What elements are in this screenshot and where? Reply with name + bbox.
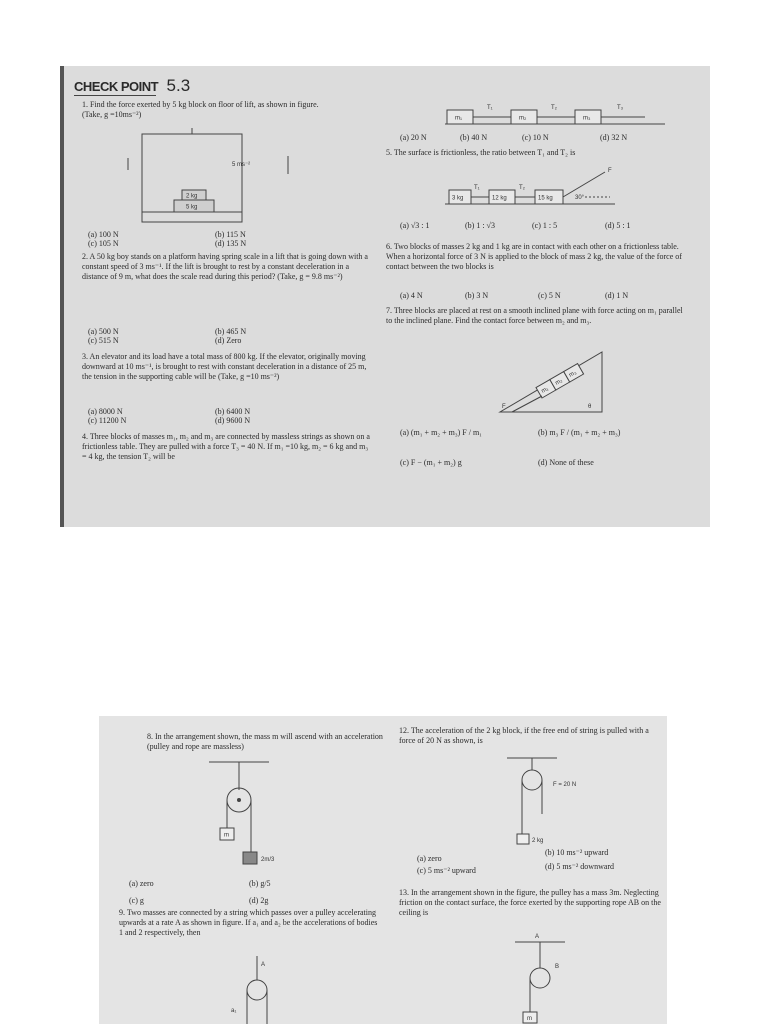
checkpoint-number: 5.3 <box>166 76 191 95</box>
q1-option-a: (a) 100 N <box>88 230 119 239</box>
q12-mass-label: 2 kg <box>532 838 544 844</box>
q13-label-a: A <box>535 934 540 940</box>
q6-option-c: (c) 5 N <box>538 291 561 300</box>
block-3kg-label: 3 kg <box>452 195 464 202</box>
angle-label: 30° <box>575 195 585 201</box>
three-block-figure <box>445 102 695 126</box>
question-9: 9. Two masses are connected by a string which passes over a pulley accelerating upwards at a rate A as shown in figure. If a₁ and a₂ be the accelerations of bodies 1 and 2 respectively, then <box>119 908 378 937</box>
question-1: 1. Find the force exerted by 5 kg block on floor of lift, as shown in figure. (Take, g =10ms⁻²) <box>82 100 319 119</box>
q4-option-a: (a) 20 N <box>400 133 427 142</box>
q2-option-c: (c) 515 N <box>88 336 119 345</box>
q8-option-a: (a) zero <box>129 879 154 888</box>
question-13: 13. In the arrangement shown in the figure, the pulley has a mass 3m. Neglecting friction on the contact surface, the force exerted by the supporting rope AB on the ceiling is <box>399 888 661 917</box>
q7-option-d: (d) None of these <box>538 458 594 467</box>
pulley-figure-q13 <box>515 932 595 1024</box>
q1-option-b: (b) 115 N <box>215 230 246 239</box>
q1-option-d: (d) 135 N <box>215 239 247 248</box>
incline-angle-label: θ <box>588 404 592 410</box>
q12-option-c: (c) 5 ms⁻² upward <box>417 866 476 875</box>
question-2: 2. A 50 kg boy stands on a platform having spring scale in a lift that is going down with a constant speed of 3 ms⁻¹. If the lift is brought to rest by a constant deceleration in a distance of 9 m, what does the scale read during this period? (Take, g = 9.8 ms⁻²) <box>82 252 368 281</box>
q3-option-a: (a) 8000 N <box>88 407 123 416</box>
mass-m-label: m <box>224 832 229 839</box>
q4-option-c: (c) 10 N <box>522 133 549 142</box>
block-m2-label: m₂ <box>519 115 527 122</box>
tension-t2-label: T₂ <box>551 105 557 111</box>
q3-option-b: (b) 6400 N <box>215 407 251 416</box>
incline-force-label: F <box>502 404 506 410</box>
block-m1-label: m₁ <box>455 115 463 122</box>
question-4: 4. Three blocks of masses m₁, m₂ and m₃ are connected by massless strings as shown on a frictionless table. They are pulled with a force T₃ = 40 N. If m₁ =10 kg, m₂ = 6 kg and m₃ = 4 kg, the tension T₂ will be <box>82 432 370 461</box>
q7-option-b: (b) m₃ F / (m₁ + m₂ + m₃) <box>538 428 621 437</box>
page-edge-shadow <box>60 66 64 527</box>
q1-option-c: (c) 105 N <box>88 239 119 248</box>
q2-option-b: (b) 465 N <box>215 327 247 336</box>
q6-option-a: (a) 4 N <box>400 291 423 300</box>
mass-2m3-label: 2m/3 <box>261 857 275 863</box>
q13-mass-label: m <box>527 1016 532 1022</box>
question-12: 12. The acceleration of the 2 kg block, if the free end of string is pulled with a force of 20 N as shown, is <box>399 726 649 745</box>
q12-option-d: (d) 5 ms⁻² downward <box>545 862 615 871</box>
pulley-q12 <box>522 770 542 790</box>
q3-option-c: (c) 11200 N <box>88 416 127 425</box>
q4-option-d: (d) 32 N <box>600 133 628 142</box>
pulley-figure-q8 <box>209 760 299 878</box>
question-3: 3. An elevator and its load have a total mass of 800 kg. If the elevator, originally moving downward at 10 ms⁻¹, is brought to rest with constant deceleration in a distance of 25 m, the tension in the supporting cable will be (Take, g =10 ms⁻²) <box>82 352 367 381</box>
mass-2m3-block <box>243 852 257 864</box>
force-f-label: F <box>608 168 612 174</box>
accel-label: 5 ms⁻² <box>232 162 251 168</box>
q6-option-d: (d) 1 N <box>605 291 629 300</box>
incline-force-arrow <box>512 396 542 412</box>
lift-figure <box>120 128 270 224</box>
block-15kg-label: 15 kg <box>538 195 553 202</box>
q12-mass-block <box>517 834 529 844</box>
q5-option-a: (a) √3 : 1 <box>400 221 430 230</box>
q13-label-b: B <box>555 964 560 970</box>
inclined-pull-figure <box>445 166 635 208</box>
checkpoint-heading <box>74 76 190 96</box>
q12-option-b: (b) 10 ms⁻² upward <box>545 848 609 857</box>
heading-underline <box>74 95 156 96</box>
q12-force-label: F = 20 N <box>553 782 577 788</box>
textbook-page-photo-2 <box>99 716 667 1024</box>
q2-option-d: (d) Zero <box>215 336 242 345</box>
q9-label-a: A <box>261 962 266 968</box>
q5-option-b: (b) 1 : √3 <box>465 221 495 230</box>
force-arrow <box>563 172 605 197</box>
block-top-label: 2 kg <box>186 193 198 200</box>
question-5: 5. The surface is frictionless, the ratio between T₁ and T₂ is <box>386 148 576 157</box>
pulley-q9 <box>247 980 267 1000</box>
incline-figure <box>490 350 610 416</box>
q7-option-c: (c) F − (m₁ + m₂) g <box>400 458 462 467</box>
tension-t3-label: T₃ <box>617 105 624 111</box>
q5-option-c: (c) 1 : 5 <box>532 221 558 230</box>
q5-option-d: (d) 5 : 1 <box>605 221 631 230</box>
pulley-figure-q12 <box>507 756 627 846</box>
tension-t1-label: T₁ <box>487 105 493 111</box>
textbook-page-photo-1 <box>60 66 710 527</box>
checkpoint-label: CHECK POINT <box>74 79 159 94</box>
q9-accel-label: a₁ <box>231 1008 237 1014</box>
q5-tension-t2: T₂ <box>519 185 525 191</box>
incline-block-m1-label: m₁ <box>540 386 550 395</box>
q8-option-b: (b) g/5 <box>249 879 271 888</box>
q4-option-b: (b) 40 N <box>460 133 488 142</box>
q8-option-d: (d) 2g <box>249 896 269 905</box>
block-bottom-label: 5 kg <box>186 204 198 211</box>
pulley-q13 <box>530 968 550 988</box>
q2-option-a: (a) 500 N <box>88 327 119 336</box>
q5-tension-t1: T₁ <box>474 185 480 191</box>
q12-option-a: (a) zero <box>417 854 442 863</box>
question-8: 8. In the arrangement shown, the mass m will ascend with an acceleration (pulley and rope are massless) <box>147 732 383 751</box>
block-m3-label: m₃ <box>583 115 591 122</box>
q3-option-d: (d) 9600 N <box>215 416 251 425</box>
question-7: 7. Three blocks are placed at rest on a smooth inclined plane with force acting on m₁ parallel to the inclined plane. Find the contact force between m₂ and m₃. <box>386 306 683 325</box>
pulley-figure-q9 <box>229 956 289 1024</box>
question-6: 6. Two blocks of masses 2 kg and 1 kg are in contact with each other on a frictionless table. When a horizontal force of 3 N is applied to the block of mass 2 kg, the value of the force of contact between the two blocks is <box>386 242 682 271</box>
incline-block-m2-label: m₂ <box>554 377 564 387</box>
block-12kg-label: 12 kg <box>492 195 507 202</box>
q6-option-b: (b) 3 N <box>465 291 489 300</box>
incline-block-m3-label: m₃ <box>568 369 578 379</box>
q8-option-c: (c) g <box>129 896 144 905</box>
q7-option-a: (a) (m₁ + m₂ + m₃) F / m₁ <box>400 428 482 437</box>
